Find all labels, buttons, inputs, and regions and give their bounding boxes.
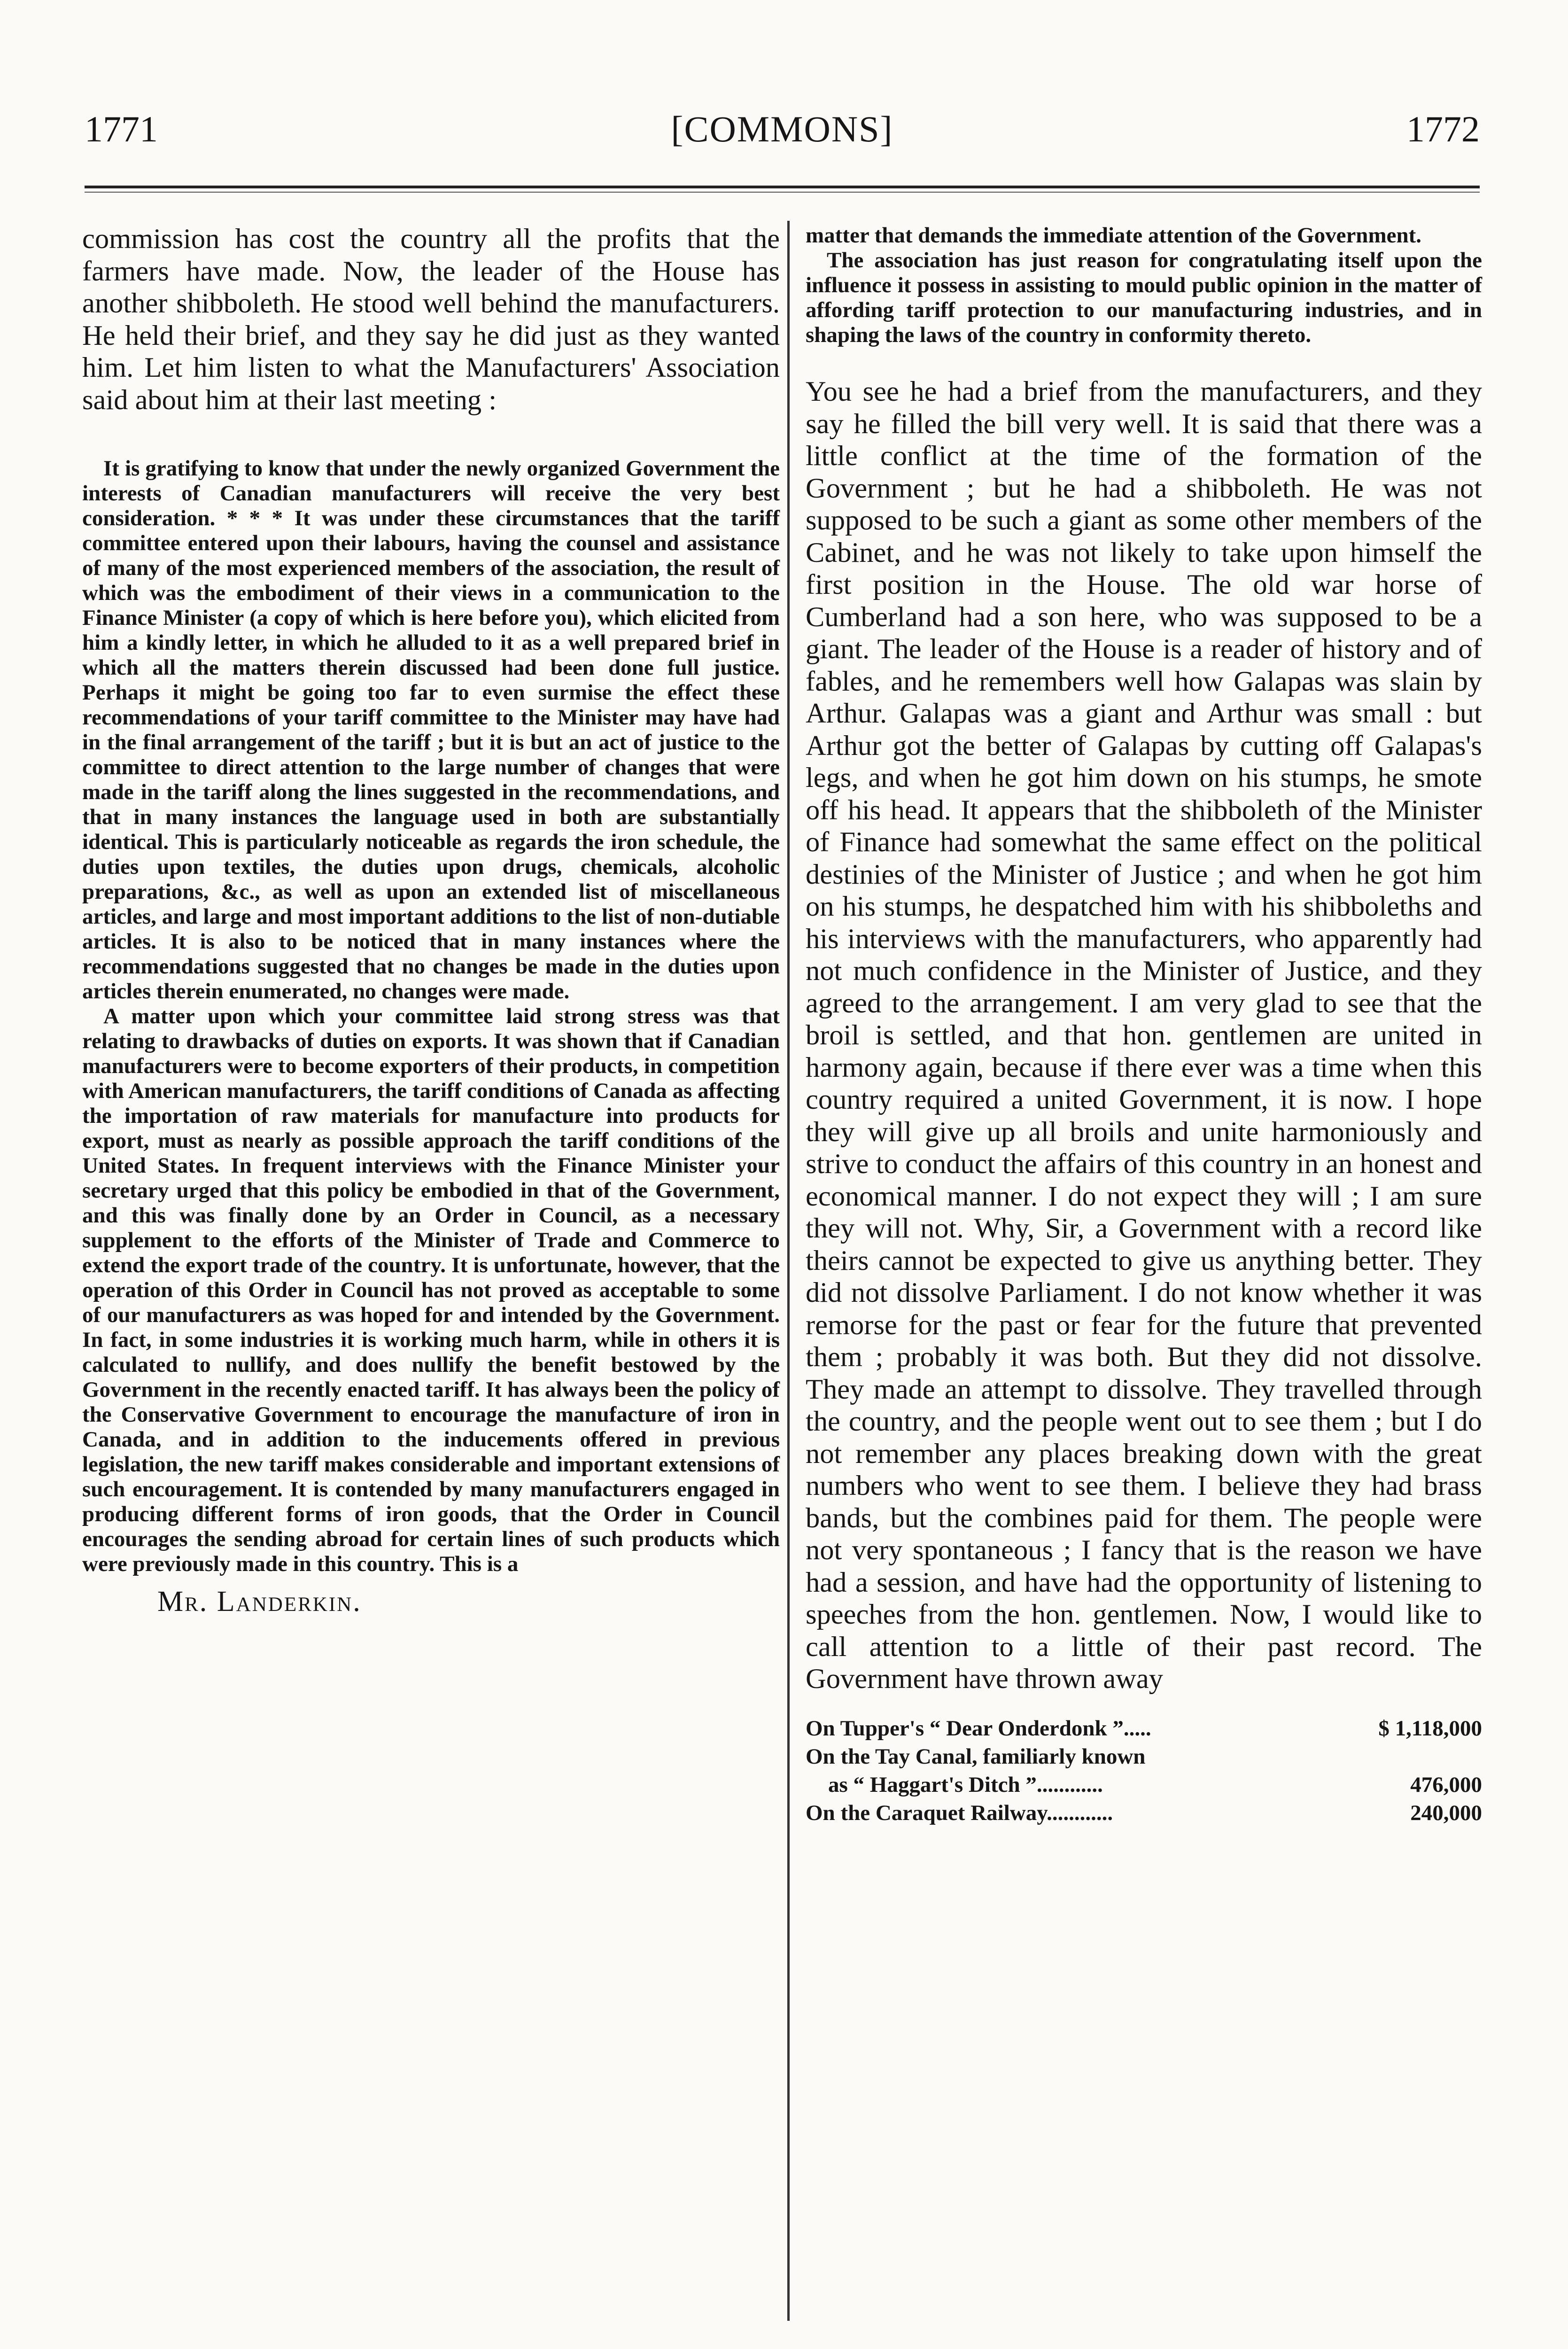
ledger-label: On Tupper's “ Dear Onderdonk ”..... [806, 1716, 1151, 1741]
ledger-amount: $ 1,118,000 [1378, 1716, 1482, 1741]
quoted-passage-continued: matter that demands the immediate attention of the Government. [806, 223, 1421, 248]
header-rule-thin [85, 192, 1480, 193]
page-header [85, 108, 1480, 160]
ledger-label: as “ Haggart's Ditch ”............ [828, 1772, 1103, 1797]
ledger-label: On the Caraquet Railway............ [806, 1800, 1113, 1825]
ledger-row [806, 1771, 1482, 1799]
page-number-right: 1772 [1406, 109, 1480, 149]
ledger-row [806, 1742, 1482, 1771]
page-number-left: 1771 [85, 109, 158, 149]
quoted-passage-1: It is gratifying to know that under the newly organized Government the interests of Canadian manufacturers will receive the very best consideration. * * * It was under these circumstances that the tariff committee entered upon their labours, having the counsel and assistance of many of the most experienced members of the association, the result of which was the embodiment of their views in a communication to the Finance Minister (a copy of which is here before you), which elicited from him a kindly letter, in which he alluded to it as a well prepared brief in which all the matters therein discussed had been done full justice. Perhaps it might be going too far to even surmise the effect these recommendations of your tariff committee to the Minister may have had in the final arrangement of the tariff ; but it is but an act of justice to the committee to direct attention to the large number of changes that were made in the tariff along the lines suggested in the recommendations, and that in many instances the language used in both are substantially identical. This is particularly noticeable as regards the iron schedule, the duties upon textiles, the duties upon drugs, chemicals, alcoholic preparations, &c., as well as upon an extended list of miscellaneous articles, and large and most important additions to the list of non-dutiable articles. It is also to be noticed that in many instances where the recommendations suggested that no changes be made in the duties upon articles therein enumerated, no changes were made. [82, 456, 780, 1003]
ledger-amount: 240,000 [1410, 1800, 1482, 1825]
left-column [82, 223, 780, 1618]
expenditure-list [806, 1714, 1482, 1827]
speech-paragraph-2: You see he had a brief from the manufacturers, and they say he filled the bill very well. It is said that there was a little conflict at the time of the formation of the Government ; but he had a shibboleth. He was not supposed to be such a giant as some other members of the Cabinet, and he was not likely to take upon himself the first position in the House. The old war horse of Cumberland had a son here, who was supposed to be a giant. The leader of the House is a reader of history and of fables, and he remembers well how Galapas was slain by Arthur. Galapas was a giant and Arthur was small : but Arthur got the better of Galapas by cutting off Galapas's legs, and when he got him down on his stumps, he smote off his head. It appears that the shibboleth of the Minister of Finance had somewhat the same effect on the political destinies of the Minister of Justice ; and when he got him on his stumps, he despatched him with his shibboleths and his interviews with the manufacturers, who apparently had not much confidence in the Minister of Justice, and they agreed to the arrangement. I am very glad to see that the broil is settled, and that hon. gentlemen are united in harmony again, because if there ever was a time when this country required a united Government, it is now. I hope they will give up all broils and unite harmoniously and strive to conduct the affairs of this country in an honest and economical manner. I do not expect they will ; I am sure they will not. Why, Sir, a Government with a record like theirs cannot be expected to give us anything better. They did not dissolve Parliament. I do not know whether it was remorse for the past or fear for the future that prevented them ; probably it was both. But they did not dissolve. They made an attempt to dissolve. They travelled through the country, and the people went out to see them ; but I do not remember any places breaking down with the great numbers who went to see them. I believe they had brass bands, but the combines paid for them. The people were not very spontaneous ; I fancy that is the reason we have had a session, and have had the opportunity of listening to speeches from the hon. gentlemen. Now, I would like to call attention to a little of their past record. The Government have thrown away [806, 376, 1482, 1695]
speech-paragraph-1: commission has cost the country all the profits that the farmers have made. Now, the leader of the House has another shibboleth. He stood well behind the manufacturers. He held their brief, and they say he did just as they wanted him. Let him listen to what the Manufacturers' Association said about him at their last meeting : [82, 223, 780, 416]
header-rule [85, 186, 1480, 188]
column-divider [787, 221, 790, 2321]
ledger-amount: 476,000 [1410, 1772, 1482, 1797]
ledger-label: On the Tay Canal, familiarly known [806, 1744, 1146, 1769]
speaker-signature: Mr. Landerkin. [157, 1586, 362, 1618]
ledger-amount [1360, 1742, 1482, 1771]
quoted-passage-3: The association has just reason for congratulating itself upon the influence it possess in assisting to mould public opinion in the matter of affording tariff protection to our manufacturing industries, and in shaping the laws of the country in conformity thereto. [806, 248, 1482, 347]
ledger-row [806, 1799, 1482, 1827]
right-column [806, 223, 1482, 1827]
quoted-passage-2: A matter upon which your committee laid strong stress was that relating to drawbacks of duties on exports. It was shown that if Canadian manufacturers were to become exporters of their products, in competition with American manufacturers, the tariff conditions of Canada as affecting the importation of raw materials for manufacture into products for export, must as nearly as possible approach the tariff conditions of the United States. In frequent interviews with the Finance Minister your secretary urged that this policy be embodied in that of the Government, and this was finally done by an Order in Council, as a necessary supplement to the efforts of the Minister of Trade and Commerce to extend the export trade of the country. It is unfortunate, however, that the operation of this Order in Council has not proved as acceptable to some of our manufacturers as was hoped for and intended by the Government. In fact, in some industries it is working much harm, while in others it is calculated to nullify, and does nullify the benefit bestowed by the Government in the recently enacted tariff. It has always been the policy of the Conservative Government to encourage the manufacture of iron in Canada, and in addition to the inducements offered in previous legislation, the new tariff makes considerable and important extensions of such encouragement. It is contended by many manufacturers engaged in producing different forms of iron goods, that the Order in Council encourages the sending abroad for certain lines of such products which were previously made in this country. This is a [82, 1004, 780, 1576]
running-title: [COMMONS] [671, 109, 893, 149]
ledger-row [806, 1714, 1482, 1742]
